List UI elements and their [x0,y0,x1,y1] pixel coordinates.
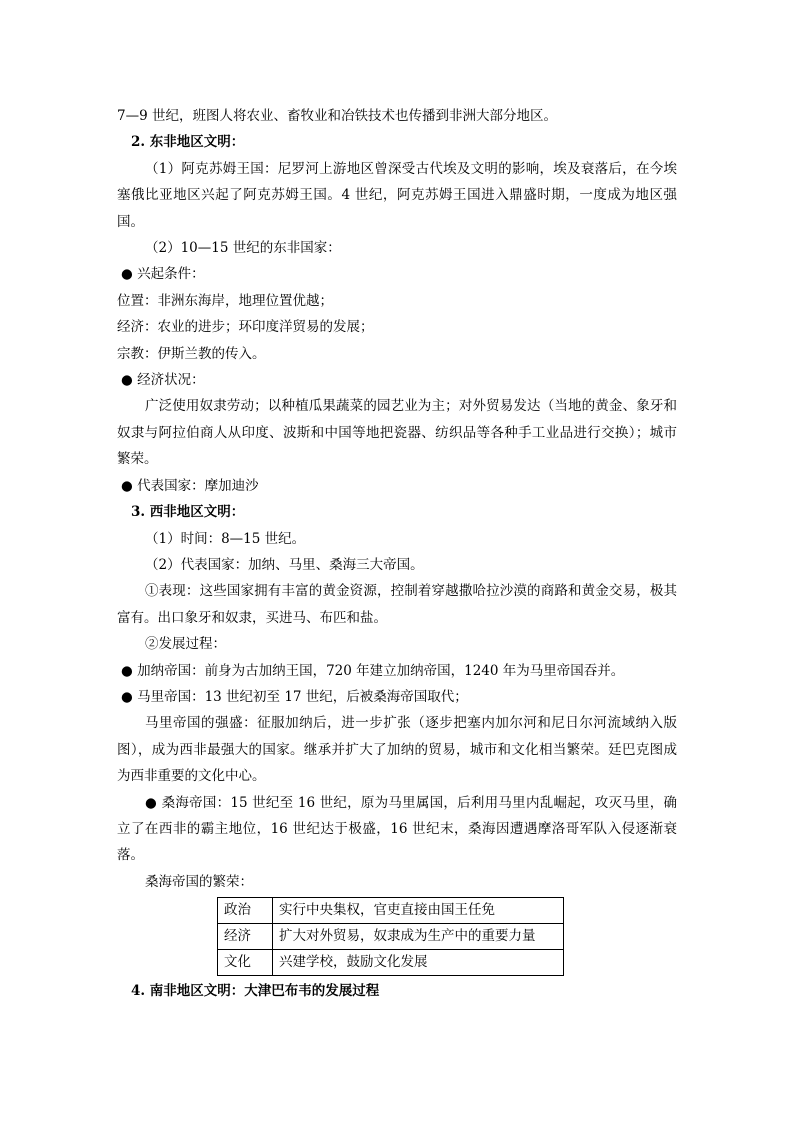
paragraph-bantu-spread: 7—9 世纪，班图人将农业、畜牧业和冶铁技术也传播到非洲大部分地区。 [117,108,557,124]
bullet-mali-empire: ● 马里帝国：13 世纪初至 17 世纪，后被桑海帝国取代； [121,688,468,705]
bullet-ghana-empire: ● 加纳帝国：前身为古加纳王国，720 年建立加纳帝国，1240 年为马里帝国吞并。 [121,662,625,679]
table-cell-key: 政治 [218,898,273,924]
table-cell-value: 实行中央集权，官吏直接由国王任免 [273,898,564,924]
paragraph-west-africa-states: （2）代表国家：加纳、马里、桑海三大帝国。 [145,556,424,573]
bullet-rise-conditions: ● 兴起条件： [121,266,205,283]
paragraph-gold-trade: ①表现：这些国家拥有丰富的黄金资源，控制着穿越撒哈拉沙漠的商路和黄金交易，极其富有。出口象牙和奴隶，买进马、布匹和盐。 [117,583,677,626]
bullet-songhai-empire: ● 桑海帝国：15 世纪至 16 世纪，原为马里属国，后利用马里内乱崛起，攻灭马里，确立了在西非的霸主地位，16 世纪达于极盛，16 世纪末，桑海因遭遇摩洛哥军队入侵逐渐衰落。 [117,794,677,864]
document-page [117,103,677,1005]
paragraph-songhai-prosperity: 桑海帝国的繁荣： [145,873,253,890]
paragraph-mali-prosperity: 马里帝国的强盛：征服加纳后，进一步扩张（逐步把塞内加尔河和尼日尔河流域纳入版图），成为西非最强大的国家。继承并扩大了加纳的贸易，城市和文化相当繁荣。廷巴克图成为西非重要的文化中心。 [117,715,677,785]
table-row [218,898,564,924]
table-row [218,924,564,950]
paragraph-economic-status: 广泛使用奴隶劳动；以种植瓜果蔬菜的园艺业为主；对外贸易发达（当地的黄金、象牙和奴隶与阿拉伯商人从印度、波斯和中国等地把瓷器、纺织品等各种手工业品进行交换）；城市繁荣。 [117,398,677,468]
paragraph-location: 位置：非洲东海岸，地理位置优越； [117,292,333,309]
table-row [218,950,564,976]
paragraph-economy: 经济：农业的进步；环印度洋贸易的发展； [117,319,374,336]
bullet-economic-status: ● 经济状况： [121,372,205,389]
paragraph-development-process: ②发展过程： [145,636,226,653]
paragraph-religion: 宗教：伊斯兰教的传入。 [117,345,266,362]
table-cell-key: 文化 [218,950,273,976]
heading-west-africa: 3. 西非地区文明： [131,504,245,521]
paragraph-east-africa-states: （2）10—15 世纪的东非国家： [145,240,341,257]
songhai-summary-table [217,897,564,976]
table-cell-value: 兴建学校，鼓励文化发展 [273,950,564,976]
paragraph-aksum: （1）阿克苏姆王国：尼罗河上游地区曾深受古代埃及文明的影响，埃及衰落后，在今埃塞俄比亚地区兴起了阿克苏姆王国。4 世纪，阿克苏姆王国进入鼎盛时期，一度成为地区强国。 [117,160,677,230]
heading-east-africa: 2. 东非地区文明： [131,134,245,151]
table-cell-value: 扩大对外贸易，奴隶成为生产中的重要力量 [273,924,564,950]
bullet-representative-state: ● 代表国家：摩加迪沙 [121,477,259,494]
heading-south-africa: 4. 南非地区文明：大津巴布韦的发展过程 [131,983,380,1000]
paragraph-west-africa-time: （1）时间：8—15 世纪。 [145,530,306,547]
table-cell-key: 经济 [218,924,273,950]
